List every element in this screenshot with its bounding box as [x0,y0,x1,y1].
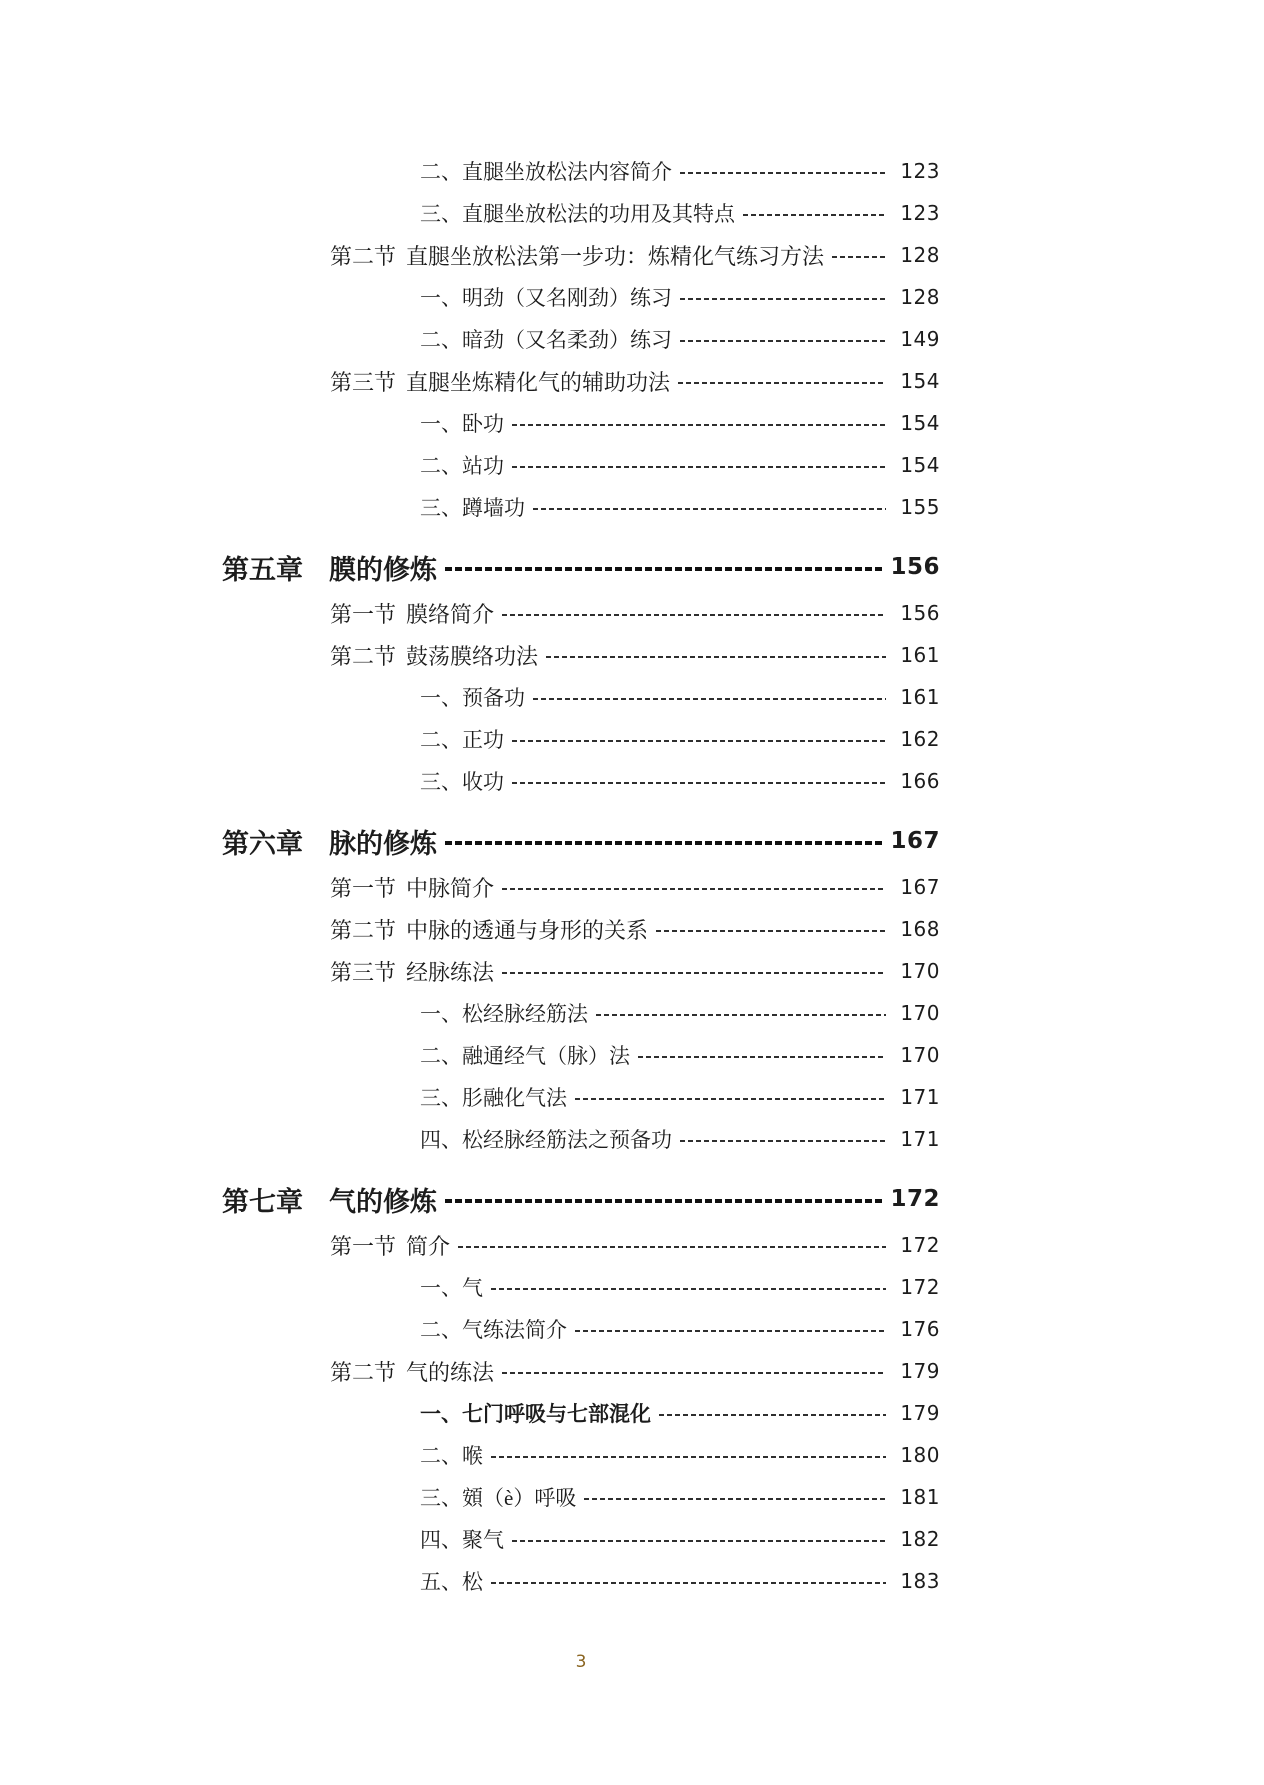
toc-leader-dashes [680,172,886,174]
toc-entry-number: 第二节 [330,243,397,269]
toc-entry-page[interactable]: 123 [900,201,940,225]
toc-entry-label: 三、頞（è）呼吸 [420,1486,577,1510]
footer-page-number: 3 [575,1652,587,1672]
toc-entry-label: 一、松经脉经筋法 [420,1002,588,1026]
toc-entry[interactable] [420,1266,940,1308]
toc-entry-page[interactable]: 162 [900,727,940,751]
toc-entry[interactable] [330,1350,940,1392]
toc-entry-page[interactable]: 167 [900,875,940,899]
toc-leader-dashes [656,930,886,932]
toc-entry-label: 一、七门呼吸与七部混化 [420,1402,651,1426]
toc-entry[interactable] [420,318,940,360]
toc-entry-label: 四、松经脉经筋法之预备功 [420,1128,672,1152]
toc-leader-dashes [445,841,884,845]
toc-entry-page[interactable]: 154 [900,411,940,435]
toc-entry[interactable] [222,1174,940,1224]
toc-entry-label: 三、收功 [420,770,504,794]
toc-entry-label: 气的练法 [406,1359,495,1385]
toc-entry[interactable] [420,192,940,234]
toc-entry-page[interactable]: 168 [900,917,940,941]
toc-entry-page[interactable]: 154 [900,369,940,393]
toc-entry-label: 二、站功 [420,454,504,478]
toc-entry[interactable] [420,1076,940,1118]
toc-entry-number: 第五章 [222,554,303,585]
toc-entry-page[interactable]: 128 [900,243,940,267]
toc-entry-page[interactable]: 171 [900,1127,940,1151]
toc-leader-dashes [596,1014,886,1016]
toc-entry-page[interactable]: 167 [890,828,940,854]
toc-leader-dashes [512,424,886,426]
toc-entry-label: 二、正功 [420,728,504,752]
toc-entry-number: 第一节 [330,875,397,901]
toc-entry-page[interactable]: 179 [900,1359,940,1383]
toc-entry-page[interactable]: 172 [890,1186,940,1212]
toc-entry-page[interactable]: 172 [900,1275,940,1299]
toc-leader-dashes [502,1372,886,1374]
toc-entry-label: 二、暗劲（又名柔劲）练习 [420,328,672,352]
toc-entry[interactable] [420,760,940,802]
toc-entry-label: 脉的修炼 [329,828,437,859]
toc-leader-dashes [575,1098,886,1100]
toc-entry[interactable] [420,1308,940,1350]
toc-entry-label: 经脉练法 [406,959,495,985]
toc-entry-page[interactable]: 170 [900,1043,940,1067]
toc-entry-label: 一、卧功 [420,412,504,436]
toc-entry-label: 三、蹲墙功 [420,496,525,520]
toc-leader-dashes [584,1498,886,1500]
toc-entry-label: 二、气练法简介 [420,1318,567,1342]
toc-entry[interactable] [420,486,940,528]
toc-entry[interactable] [420,1118,940,1160]
toc-entry[interactable] [420,1034,940,1076]
toc-entry[interactable] [330,360,940,402]
toc-leader-dashes [680,340,886,342]
toc-entry-number: 第一节 [330,1233,397,1259]
toc-entry-page[interactable]: 123 [900,159,940,183]
toc-entry[interactable] [420,718,940,760]
toc-entry-label: 二、喉 [420,1444,483,1468]
toc-entry[interactable] [330,592,940,634]
toc-entry[interactable] [420,150,940,192]
toc-entry-number: 第三节 [330,959,397,985]
toc-entry-label: 一、明劲（又名刚劲）练习 [420,286,672,310]
toc-entry-page[interactable]: 181 [900,1485,940,1509]
toc-leader-dashes [533,508,886,510]
toc-entry[interactable] [222,542,940,592]
toc-entry-page[interactable]: 176 [900,1317,940,1341]
toc-entry-page[interactable]: 149 [900,327,940,351]
toc-entry[interactable] [420,992,940,1034]
toc-entry-number: 第二节 [330,643,397,669]
toc-entry-page[interactable]: 179 [900,1401,940,1425]
toc-leader-dashes [512,740,886,742]
toc-entry[interactable] [420,1434,940,1476]
toc-entry[interactable] [420,1518,940,1560]
toc-entry-number: 第二节 [330,1359,397,1385]
toc-entry-page[interactable]: 170 [900,1001,940,1025]
toc-entry[interactable] [330,634,940,676]
toc-leader-dashes [533,698,886,700]
page-footer [222,1652,940,1672]
toc-leader-dashes [458,1246,886,1248]
toc-entry[interactable] [330,950,940,992]
toc-entry-page[interactable]: 154 [900,453,940,477]
toc-entry-label: 中脉简介 [406,875,495,901]
toc-entry-number: 第六章 [222,828,303,859]
toc-leader-dashes [502,614,886,616]
toc-entry-page[interactable]: 155 [900,495,940,519]
toc-entry-label: 鼓荡膜络功法 [406,643,539,669]
toc-entry-label: 五、松 [420,1570,483,1594]
toc-entry-page[interactable]: 170 [900,959,940,983]
toc-entry-page[interactable]: 161 [900,643,940,667]
toc-entry[interactable] [420,676,940,718]
toc-entry-page[interactable]: 161 [900,685,940,709]
toc-entry-page[interactable]: 183 [900,1569,940,1593]
toc-leader-dashes [502,972,886,974]
toc-entry-label: 三、肜融化气法 [420,1086,567,1110]
toc-entry-label: 二、直腿坐放松法内容简介 [420,160,672,184]
toc-entry-label: 一、预备功 [420,686,525,710]
toc-leader-dashes [491,1288,886,1290]
toc-entry[interactable] [420,402,940,444]
toc-entry-label: 三、直腿坐放松法的功用及其特点 [420,202,735,226]
toc-entry-page[interactable]: 166 [900,769,940,793]
toc-entry[interactable] [420,276,940,318]
toc-leader-dashes [680,1140,886,1142]
toc-entry[interactable] [420,1560,940,1602]
toc-entry[interactable] [330,234,940,276]
toc-leader-dashes [512,1540,886,1542]
toc-entry-label: 直腿坐放松法第一步功：炼精化气练习方法 [406,243,825,269]
toc-list [222,150,940,1602]
toc-entry-label: 二、融通经气（脉）法 [420,1044,630,1068]
toc-leader-dashes [638,1056,886,1058]
toc-entry[interactable] [420,444,940,486]
toc-leader-dashes [832,256,886,258]
toc-entry-label: 四、聚气 [420,1528,504,1552]
toc-entry-number: 第一节 [330,601,397,627]
toc-entry-page[interactable]: 128 [900,285,940,309]
toc-entry-page[interactable]: 171 [900,1085,940,1109]
toc-leader-dashes [743,214,886,216]
toc-entry-label: 直腿坐炼精化气的辅助功法 [406,369,671,395]
toc-entry-page[interactable]: 156 [900,601,940,625]
toc-entry-number: 第三节 [330,369,397,395]
toc-entry-label: 膜络简介 [406,601,495,627]
toc-leader-dashes [659,1414,886,1416]
toc-entry-number: 第七章 [222,1186,303,1217]
toc-leader-dashes [680,298,886,300]
toc-entry-page[interactable]: 182 [900,1527,940,1551]
toc-leader-dashes [678,382,886,384]
toc-entry-label: 膜的修炼 [329,554,437,585]
toc-leader-dashes [491,1456,886,1458]
toc-entry-number: 第二节 [330,917,397,943]
toc-entry-label: 中脉的透通与身形的关系 [406,917,649,943]
toc-entry-label: 一、气 [420,1276,483,1300]
toc-leader-dashes [445,567,884,571]
toc-entry-page[interactable]: 172 [900,1233,940,1257]
toc-entry-page[interactable]: 156 [890,554,940,580]
toc-entry[interactable] [330,1224,940,1266]
toc-entry[interactable] [330,908,940,950]
toc-leader-dashes [546,656,886,658]
toc-leader-dashes [575,1330,886,1332]
toc-entry-page[interactable]: 180 [900,1443,940,1467]
toc-leader-dashes [491,1582,886,1584]
toc-leader-dashes [512,466,886,468]
toc-entry[interactable] [330,866,940,908]
toc-entry[interactable] [420,1392,940,1434]
toc-leader-dashes [445,1199,884,1203]
toc-entry-label: 气的修炼 [329,1186,437,1217]
toc-leader-dashes [512,782,886,784]
toc-entry-label: 简介 [406,1233,451,1259]
toc-leader-dashes [502,888,886,890]
toc-entry[interactable] [222,816,940,866]
toc-entry[interactable] [420,1476,940,1518]
